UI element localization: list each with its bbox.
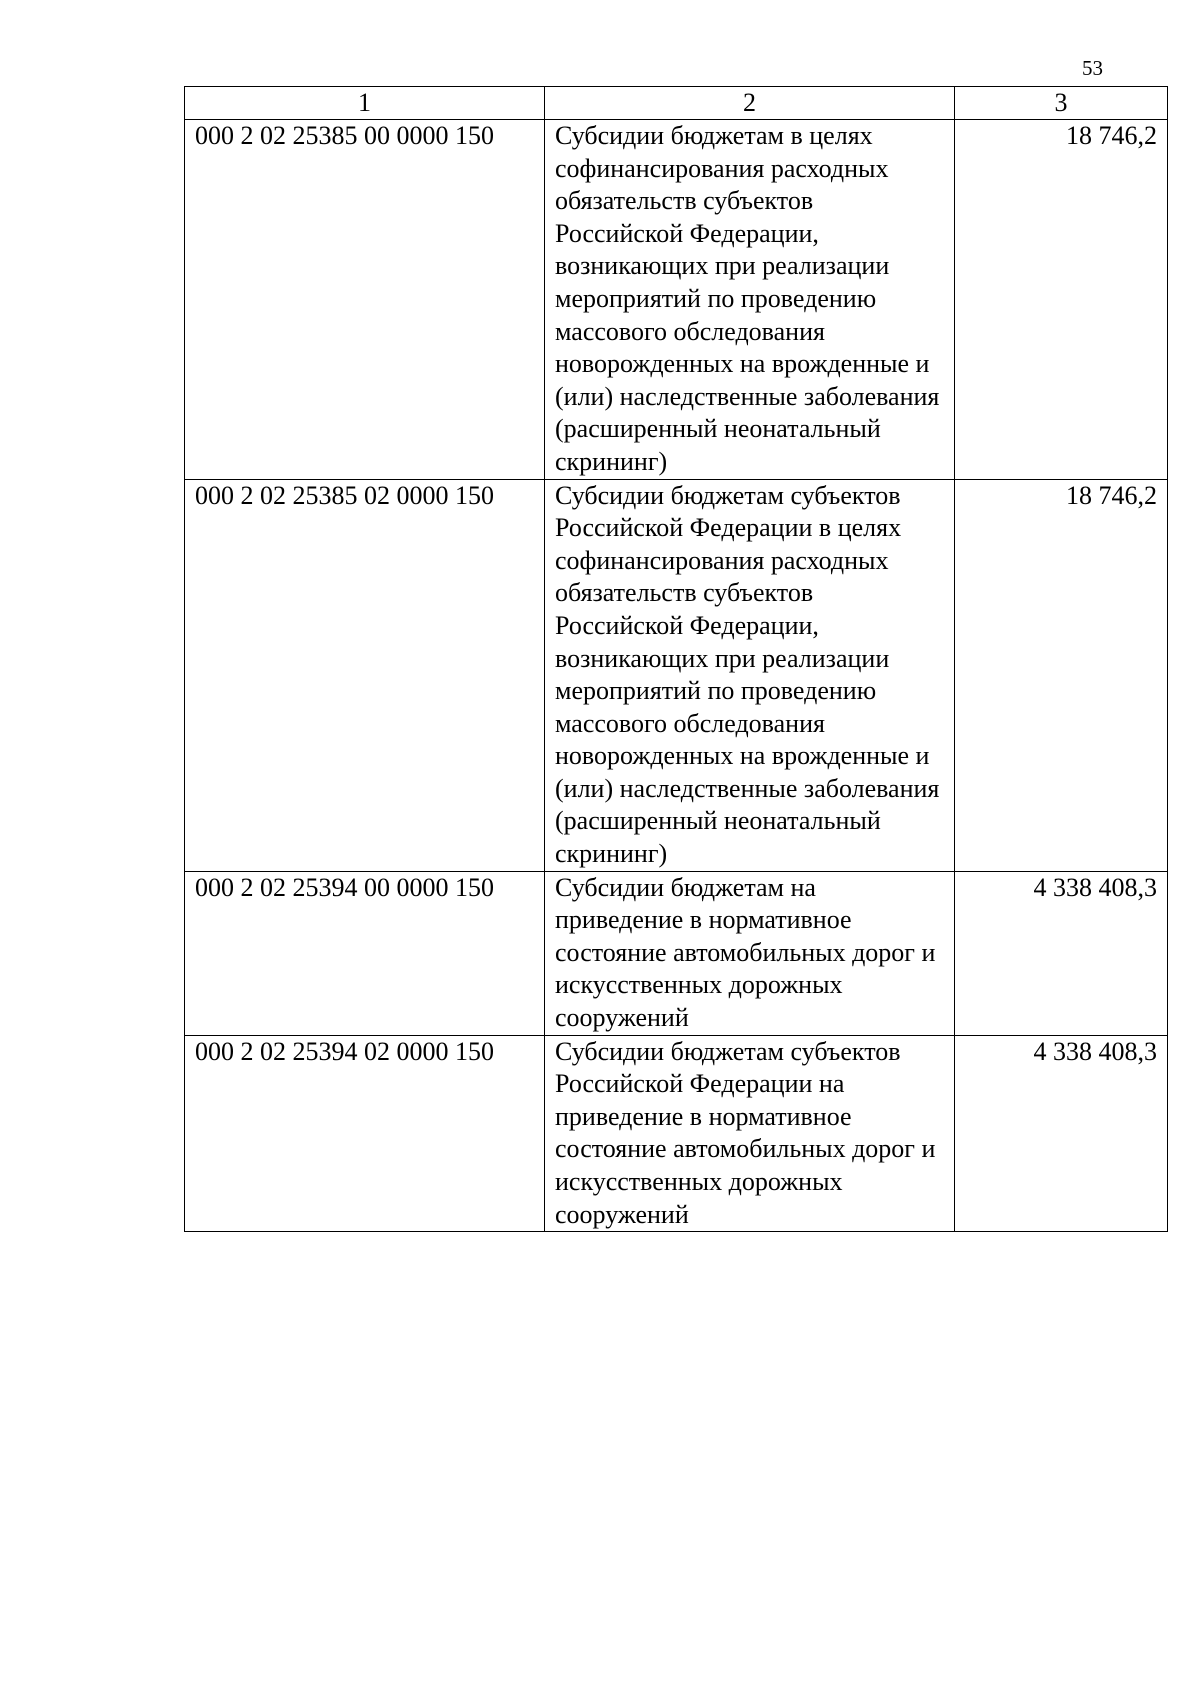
- amount-cell: 18 746,2: [955, 479, 1168, 871]
- amount-cell: 4 338 408,3: [955, 1035, 1168, 1232]
- header-row: [185, 87, 1168, 120]
- amount-cell: 18 746,2: [955, 120, 1168, 480]
- code-cell: 000 2 02 25394 00 0000 150: [185, 871, 545, 1035]
- name-cell: Субсидии бюджетам в целях софинансирования расходных обязательств субъектов Российской Федерации, возникающих при реализации мероприятий по проведению массового обследования новорожденных на врожденные и (или) наследственные заболевания (расширенный неонатальный скрининг): [545, 120, 955, 480]
- code-cell: 000 2 02 25385 02 0000 150: [185, 479, 545, 871]
- budget-table: [184, 86, 1168, 1232]
- header-cell-amount: 3: [955, 87, 1168, 120]
- header-cell-name: 2: [545, 87, 955, 120]
- table-row: [185, 871, 1168, 1035]
- table-row: [185, 1035, 1168, 1232]
- page-number: 53: [1082, 56, 1103, 80]
- code-cell: 000 2 02 25394 02 0000 150: [185, 1035, 545, 1232]
- table-row: [185, 120, 1168, 480]
- amount-cell: 4 338 408,3: [955, 871, 1168, 1035]
- name-cell: Субсидии бюджетам на приведение в нормативное состояние автомобильных дорог и искусственных дорожных сооружений: [545, 871, 955, 1035]
- header-cell-code: 1: [185, 87, 545, 120]
- name-cell: Субсидии бюджетам субъектов Российской Федерации на приведение в нормативное состояние автомобильных дорог и искусственных дорожных сооружений: [545, 1035, 955, 1232]
- table-row: [185, 479, 1168, 871]
- code-cell: 000 2 02 25385 00 0000 150: [185, 120, 545, 480]
- name-cell: Субсидии бюджетам субъектов Российской Федерации в целях софинансирования расходных обязательств субъектов Российской Федерации, возникающих при реализации мероприятий по проведению массового обследования новорожденных на врожденные и (или) наследственные заболевания (расширенный неонатальный скрининг): [545, 479, 955, 871]
